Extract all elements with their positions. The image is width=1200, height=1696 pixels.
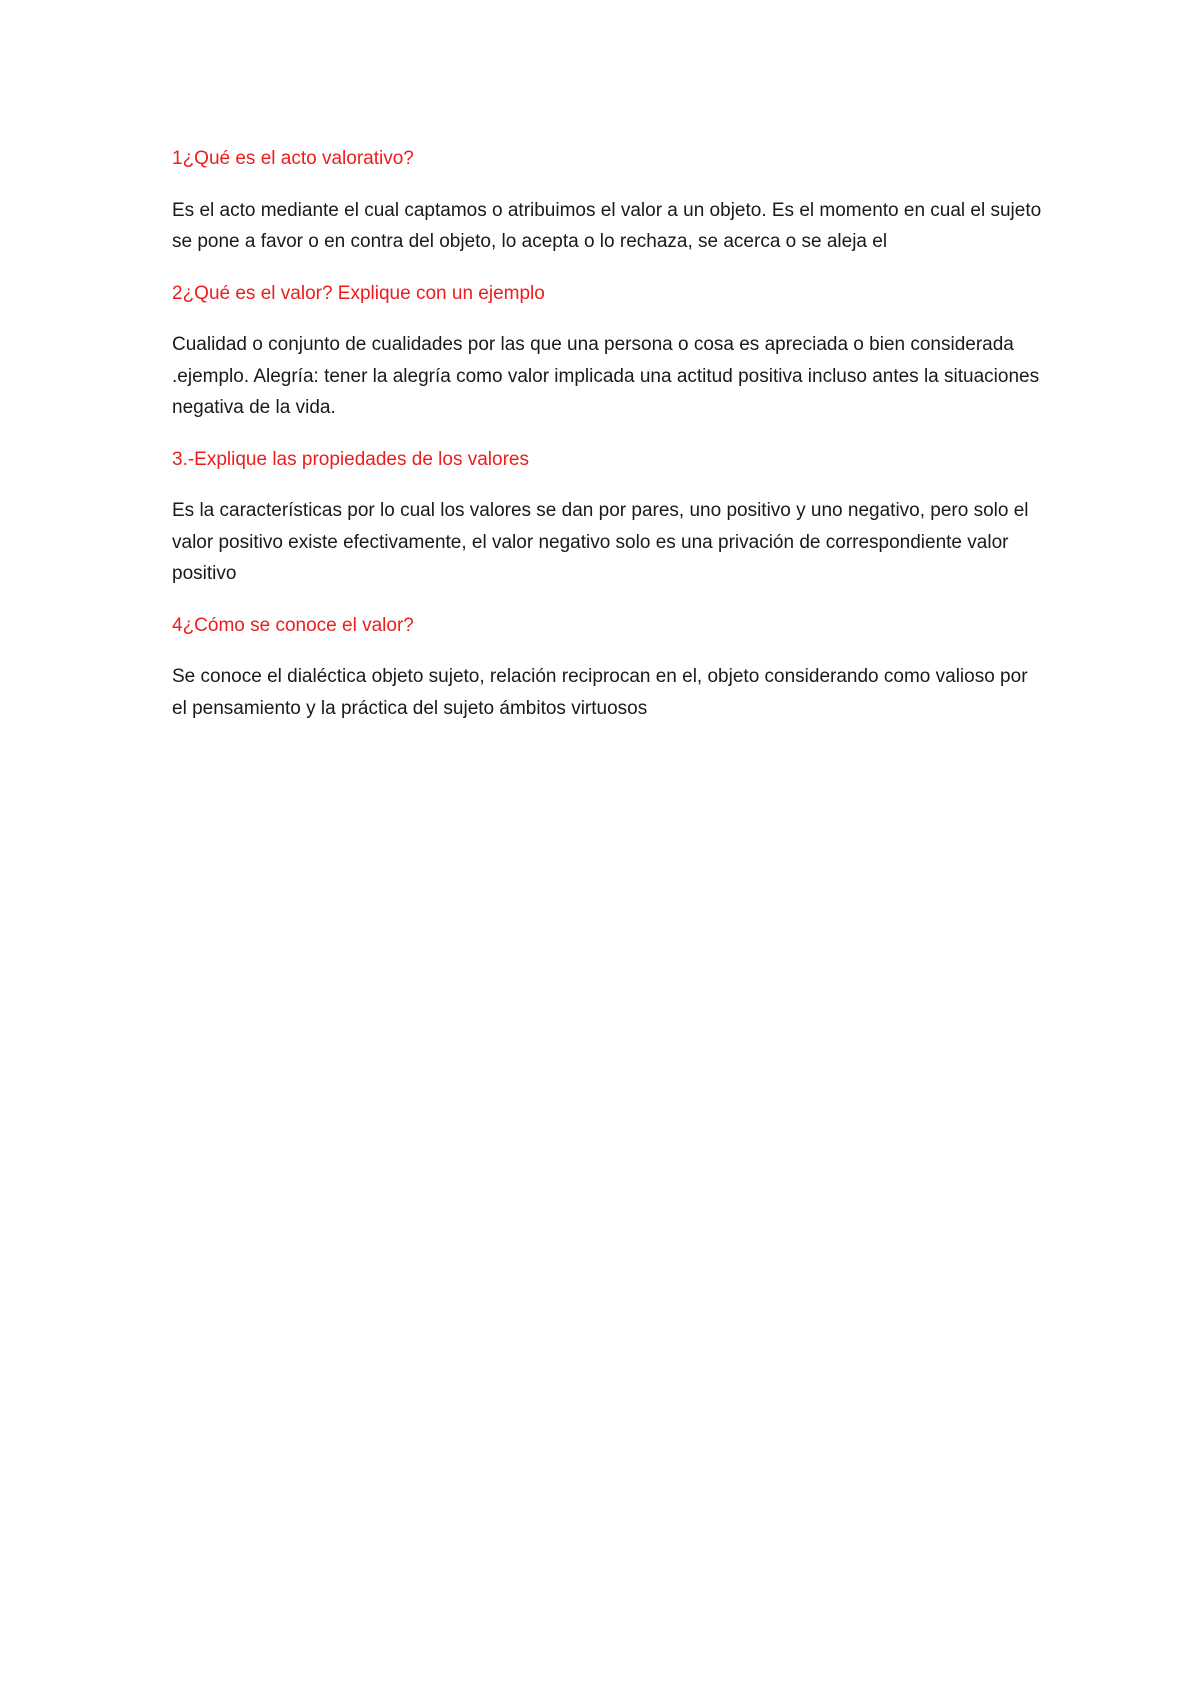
answer-2: Cualidad o conjunto de cualidades por las que una persona o cosa es apreciada o bien considerada .ejemplo. Alegría: tener la alegría como valor implicada una actitud positiva incluso antes la situaciones negativa de la vida. bbox=[172, 334, 1040, 418]
question-4: 4¿Cómo se conoce el valor? bbox=[172, 614, 414, 636]
qa-section-4 bbox=[172, 610, 1042, 725]
qa-section-2 bbox=[172, 278, 1042, 424]
document-body bbox=[172, 143, 1042, 744]
question-2: 2¿Qué es el valor? Explique con un ejemplo bbox=[172, 282, 545, 304]
question-1: 1¿Qué es el acto valorativo? bbox=[172, 148, 414, 169]
question-3: 3.-Explique las propiedades de los valores bbox=[172, 448, 529, 470]
answer-4: Se conoce el dialéctica objeto sujeto, relación reciprocan en el, objeto considerando como valioso por el pensamiento y la práctica del sujeto ámbitos virtuosos bbox=[172, 666, 1028, 719]
answer-3: Es la características por lo cual los valores se dan por pares, uno positivo y uno negativo, pero solo el valor positivo existe efectivamente, el valor negativo solo es una privación de correspondiente valor positivo bbox=[172, 500, 1029, 584]
qa-section-1 bbox=[172, 143, 1042, 258]
qa-section-3 bbox=[172, 444, 1042, 590]
answer-1: Es el acto mediante el cual captamos o atribuimos el valor a un objeto. Es el momento en cual el sujeto se pone a favor o en contra del objeto, lo acepta o lo rechaza, se acerca o se aleja el bbox=[172, 199, 1042, 252]
